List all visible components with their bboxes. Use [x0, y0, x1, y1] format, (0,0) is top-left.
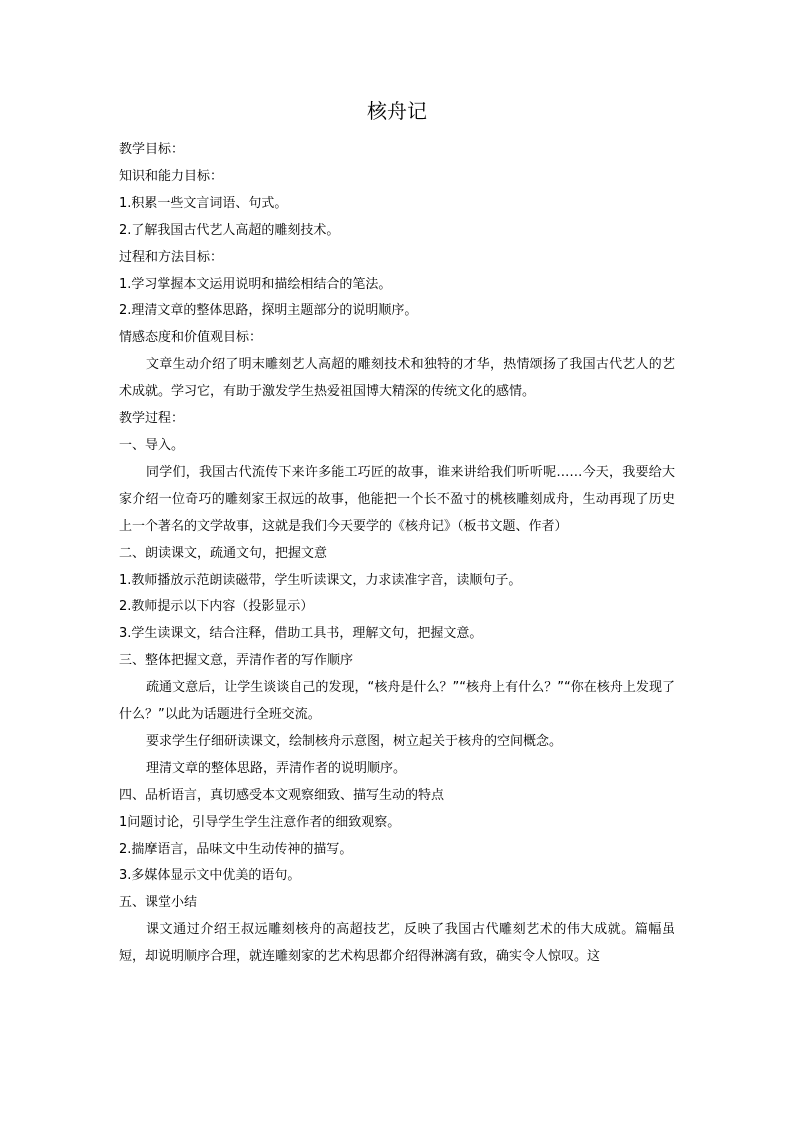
body-line: 1.学习掌握本文运用说明和描绘相结合的笔法。	[119, 276, 392, 292]
body-line: 过程和方法目标：	[119, 249, 224, 265]
body-line: 2.揣摩语言，品味文中生动传神的描写。	[119, 841, 353, 857]
body-line: 一、导入。	[119, 437, 185, 453]
body-paragraph: 疏通文意后，让学生谈谈自己的发现，“核舟是什么？”“核舟上有什么？”“你在核舟上发现了什么？”以此为话题进行全班交流。	[119, 680, 675, 723]
body-line: 2.了解我国古代艺人高超的雕刻技术。	[119, 222, 340, 238]
body-line: 四、品析语言，真切感受本文观察细致、描写生动的特点	[119, 787, 445, 803]
body-line: 知识和能力目标：	[119, 168, 224, 184]
body-line: 3.学生读课文，结合注释，借助工具书，理解文句，把握文意。	[119, 626, 483, 642]
body-line: 情感态度和价值观目标：	[119, 330, 263, 346]
body-paragraph: 文章生动介绍了明末雕刻艺人高超的雕刻技术和独特的才华，热情颂扬了我国古代艺人的艺术成就。学习它，有助于激发学生热爱祖国博大精深的传统文化的感情。	[119, 357, 675, 400]
body-line: 教学过程：	[119, 411, 185, 427]
body-line: 教学目标：	[119, 142, 185, 157]
body-line: 1.教师播放示范朗读磁带，学生听读课文，力求读准字音，读顺句子。	[119, 572, 522, 588]
body-line: 五、课堂小结	[119, 895, 198, 911]
body-paragraph: 同学们，我国古代流传下来许多能工巧匠的故事，谁来讲给我们听听呢……今天，我要给大家介绍一位奇巧的雕刻家王叔远的故事，他能把一个长不盈寸的桃核雕刻成舟，生动再现了历史上一个著名的文学故事，这就是我们今天要学的《核舟记》（板书文题、作者）	[119, 464, 675, 534]
body-paragraph: 课文通过介绍王叔远雕刻核舟的高超技艺，反映了我国古代雕刻艺术的伟大成就。篇幅虽短，却说明顺序合理，就连雕刻家的艺术构思都介绍得淋漓有致，确实令人惊叹。这	[119, 922, 675, 965]
body-line: 3.多媒体显示文中优美的语句。	[119, 868, 301, 884]
body-line: 2.教师提示以下内容（投影显示）	[119, 599, 314, 615]
body-line: 1.积累一些文言词语、句式。	[119, 195, 288, 211]
body-paragraph: 要求学生仔细研读课文，绘制核舟示意图，树立起关于核舟的空间概念。	[146, 733, 563, 749]
body-line: 1问题讨论，引导学生学生注意作者的细致观察。	[119, 814, 401, 830]
body-line: 三、整体把握文意，弄清作者的写作顺序	[119, 653, 354, 669]
body-paragraph: 理清文章的整体思路，弄清作者的说明顺序。	[146, 760, 407, 776]
body-line: 2.理清文章的整体思路，探明主题部分的说明顺序。	[119, 303, 418, 319]
document-title: 核舟记	[367, 99, 427, 123]
body-line: 二、朗读课文，疏通文句，把握文意	[119, 545, 328, 561]
document-body	[119, 137, 675, 971]
